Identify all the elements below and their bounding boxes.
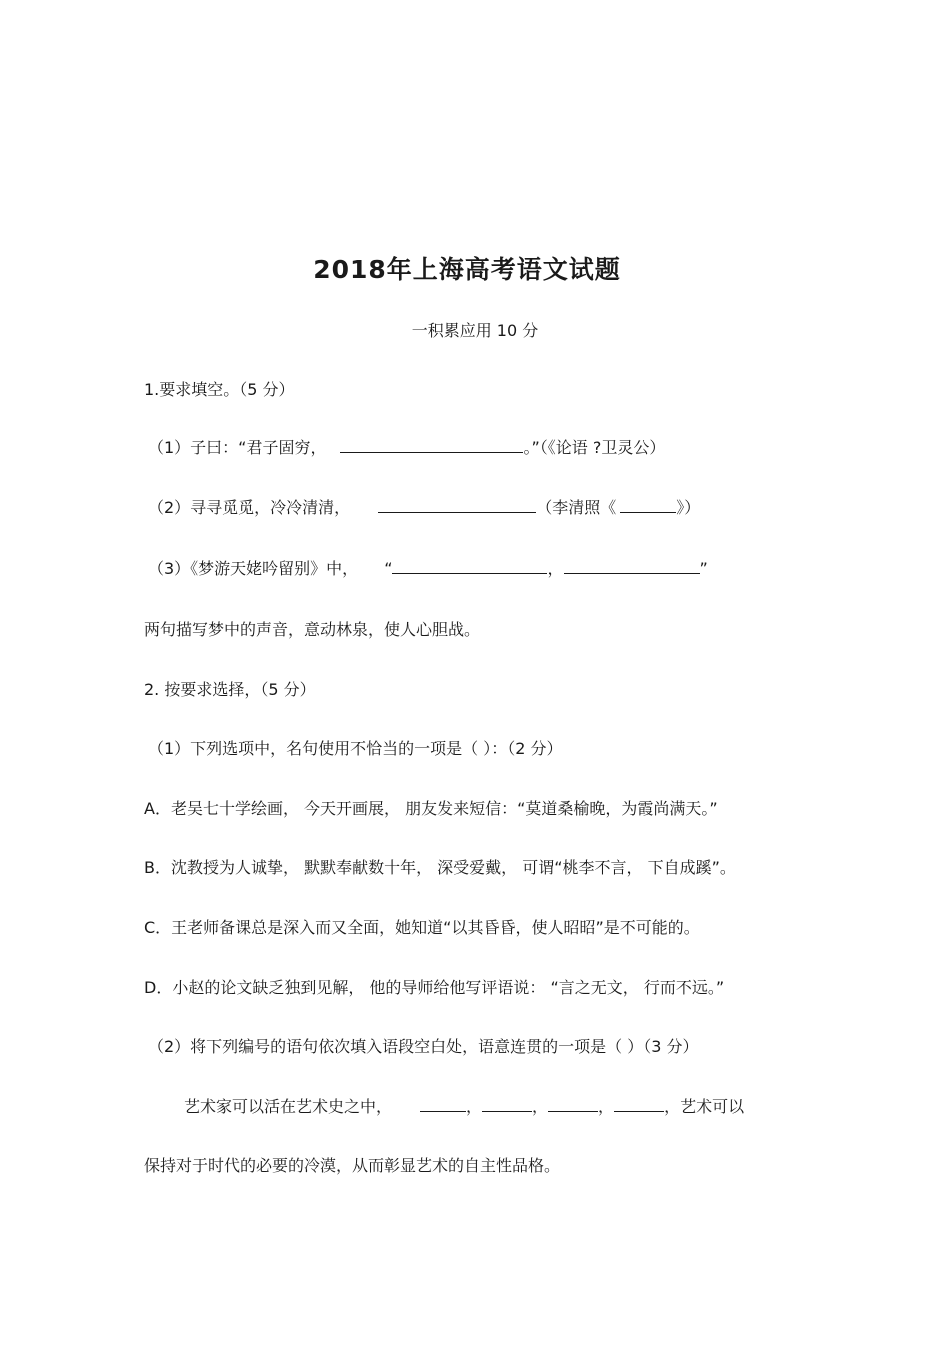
question-1-item-2 [148,497,700,519]
question-2-sub-2: （2）将下列编号的语句依次填入语段空白处，语意连贯的一项是（ ）（3 分） [148,1037,699,1056]
passage-line-2: 保持对于时代的必要的冷漠，从而彰显艺术的自主性品格。 [144,1156,561,1175]
question-2-heading: 2. 按要求选择，（5 分） [144,680,316,699]
item-2-suffix-b: 》） [676,498,701,517]
item-1-suffix: 。”（《论语 ?卫灵公） [523,438,666,457]
question-1-item-3 [148,558,708,580]
item-2-suffix-a: （李清照《 [536,498,617,517]
passage-line-1 [184,1096,744,1118]
answer-blank-1[interactable] [340,438,523,453]
option-c[interactable]: C．王老师备课总是深入而又全面，她知道“以其昏昏，使人昭昭”是不可能的。 [144,918,700,937]
item-3-close-quote: ” [699,559,708,578]
item-1-prefix: （1）子曰：“君子固穷， [148,438,327,457]
passage-sep-1: ， [466,1097,483,1116]
passage-blank-2[interactable] [482,1097,532,1112]
section-heading: 一积累应用 10 分 [411,321,539,340]
passage-start: 艺术家可以活在艺术史之中， [184,1097,393,1116]
item-3-prefix: （3）《梦游天姥吟留别》中， [148,559,359,578]
answer-blank-2[interactable] [378,498,536,513]
option-b[interactable]: B．沈教授为人诚挚， 默默奉献数十年， 深受爱戴， 可谓“桃李不言， 下自成蹊”。 [144,858,736,877]
item-3-open-quote: “ [384,559,393,578]
answer-blank-4[interactable] [392,559,547,574]
passage-end: 艺术可以 [680,1097,745,1116]
passage-blank-1[interactable] [420,1097,466,1112]
passage-sep-4: ， [664,1097,681,1116]
passage-sep-3: ， [598,1097,615,1116]
passage-blank-4[interactable] [614,1097,664,1112]
question-1-continuation: 两句描写梦中的声音，意动林泉，使人心胆战。 [144,620,481,639]
question-1-item-1 [148,437,665,459]
question-2-sub-1: （1）下列选项中，名句使用不恰当的一项是（ ）：（2 分） [148,739,563,758]
passage-sep-2: ， [532,1097,549,1116]
item-3-comma: ， [547,559,564,578]
answer-blank-5[interactable] [564,559,700,574]
page-title: 2018年上海高考语文试题 [313,255,621,284]
option-d[interactable]: D．小赵的论文缺乏独到见解， 他的导师给他写评语说： “言之无文， 行而不远。” [144,978,725,997]
question-1-heading: 1.要求填空。（5 分） [144,380,295,399]
option-a[interactable]: A．老吴七十学绘画， 今天开画展， 朋友发来短信：“莫道桑榆晚，为霞尚满天。” [144,799,718,818]
answer-blank-3[interactable] [620,498,676,513]
item-2-prefix: （2）寻寻觅觅，冷冷清清， [148,498,351,517]
passage-blank-3[interactable] [548,1097,598,1112]
